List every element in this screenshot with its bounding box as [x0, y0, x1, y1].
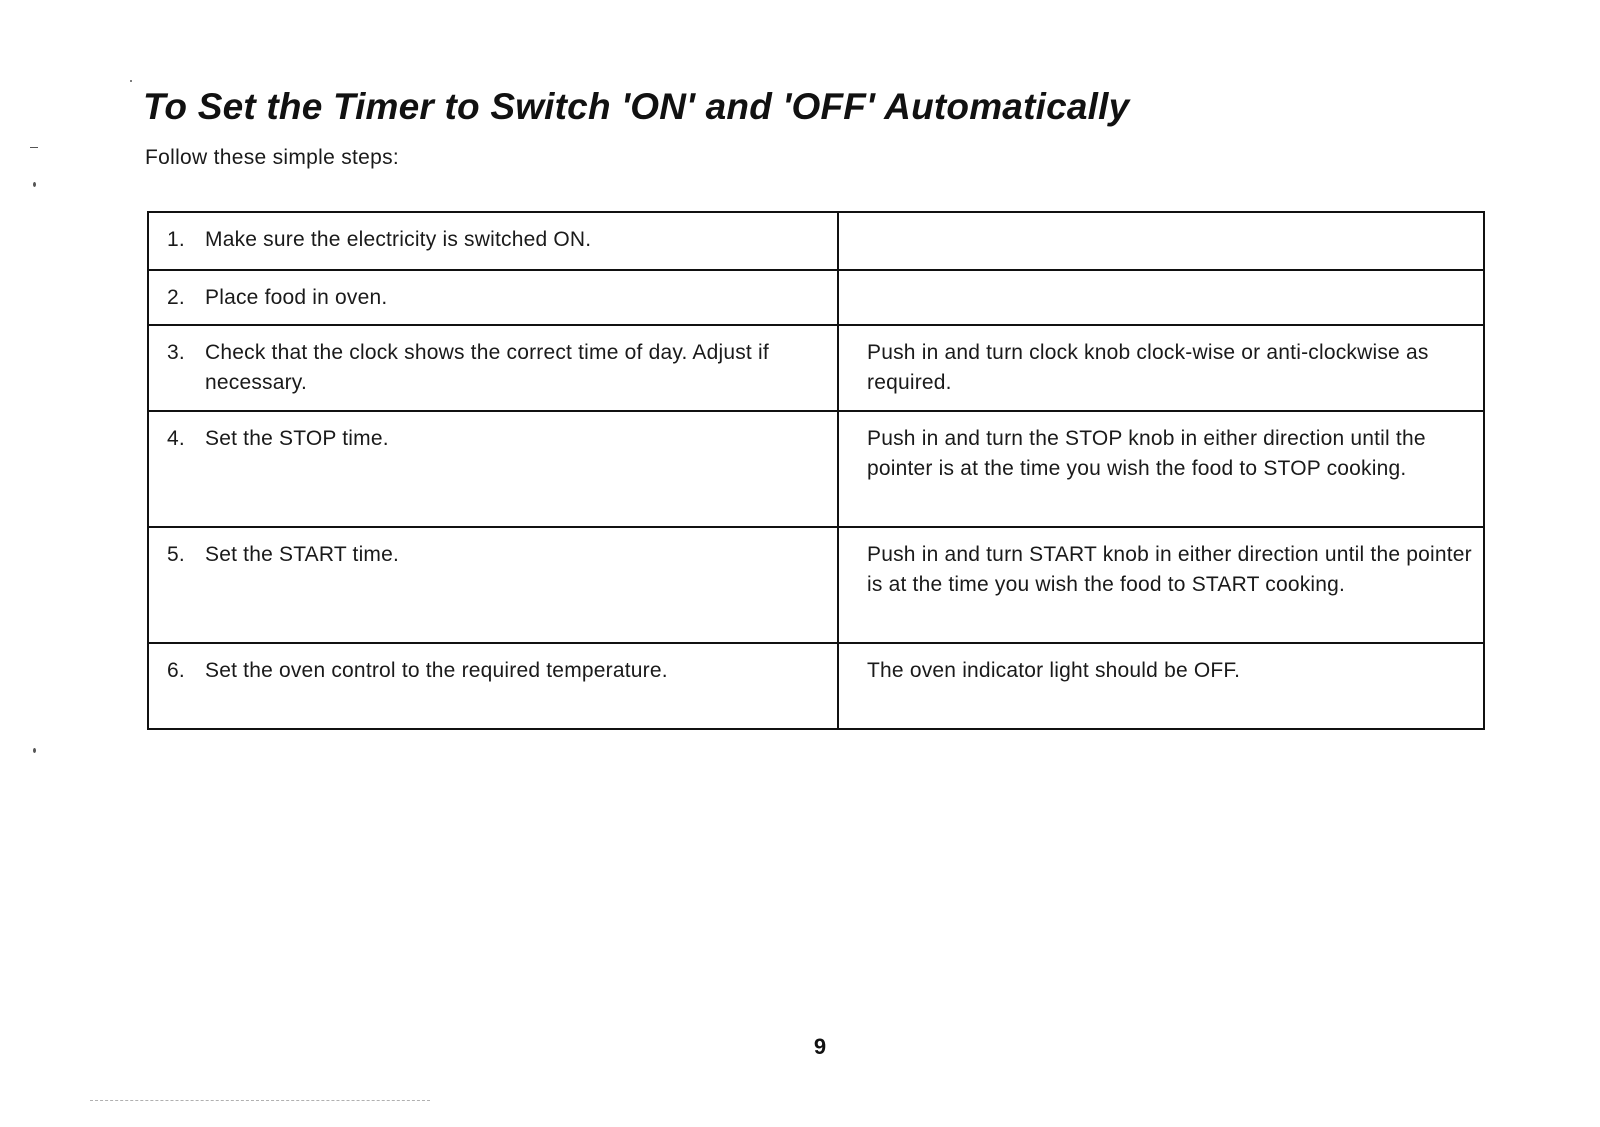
note-cell — [838, 643, 1484, 729]
step-number: 1. — [167, 228, 185, 251]
page-number: 9 — [813, 1034, 827, 1059]
step-note: Push in and turn START knob in either direction until the pointer is at the time you wish the food to START cooking. — [867, 543, 1472, 596]
step-number: 6. — [167, 659, 185, 682]
step-instruction: Set the oven control to the required temperature. — [205, 659, 668, 682]
step-cell — [148, 325, 838, 411]
step-number: 2. — [167, 286, 185, 309]
step-number: 3. — [167, 341, 185, 364]
step-instruction: Set the START time. — [205, 543, 400, 566]
scan-speck — [33, 748, 36, 753]
step-instruction: Check that the clock shows the correct time of day. Adjust if necessary. — [205, 341, 769, 394]
step-cell — [148, 270, 838, 325]
steps-table — [147, 211, 1485, 730]
note-cell — [838, 325, 1484, 411]
step-number: 5. — [167, 543, 185, 566]
table-row — [148, 270, 1484, 325]
note-cell — [838, 411, 1484, 527]
step-note: Push in and turn clock knob clock-wise or anti-clockwise as required. — [867, 341, 1429, 394]
scan-speck — [130, 80, 132, 82]
step-instruction: Set the STOP time. — [205, 427, 389, 450]
table-row — [148, 325, 1484, 411]
table-row — [148, 212, 1484, 270]
step-cell — [148, 643, 838, 729]
scan-edge-line — [90, 1100, 430, 1101]
step-instruction: Make sure the electricity is switched ON. — [205, 228, 592, 251]
step-note: The oven indicator light should be OFF. — [867, 659, 1241, 682]
table-row — [148, 411, 1484, 527]
note-cell — [838, 527, 1484, 643]
note-cell — [838, 270, 1484, 325]
step-note: Push in and turn the STOP knob in either direction until the pointer is at the time you wish the food to STOP cooking. — [867, 427, 1426, 480]
scan-speck — [30, 147, 38, 148]
step-instruction: Place food in oven. — [205, 286, 388, 309]
step-number: 4. — [167, 427, 185, 450]
table-row — [148, 643, 1484, 729]
page-title: To Set the Timer to Switch 'ON' and 'OFF' Automatically — [143, 86, 1130, 127]
step-cell — [148, 411, 838, 527]
step-cell — [148, 527, 838, 643]
page-subtitle: Follow these simple steps: — [145, 146, 400, 169]
step-cell — [148, 212, 838, 270]
scan-speck — [33, 182, 36, 187]
note-cell — [838, 212, 1484, 270]
table-row — [148, 527, 1484, 643]
